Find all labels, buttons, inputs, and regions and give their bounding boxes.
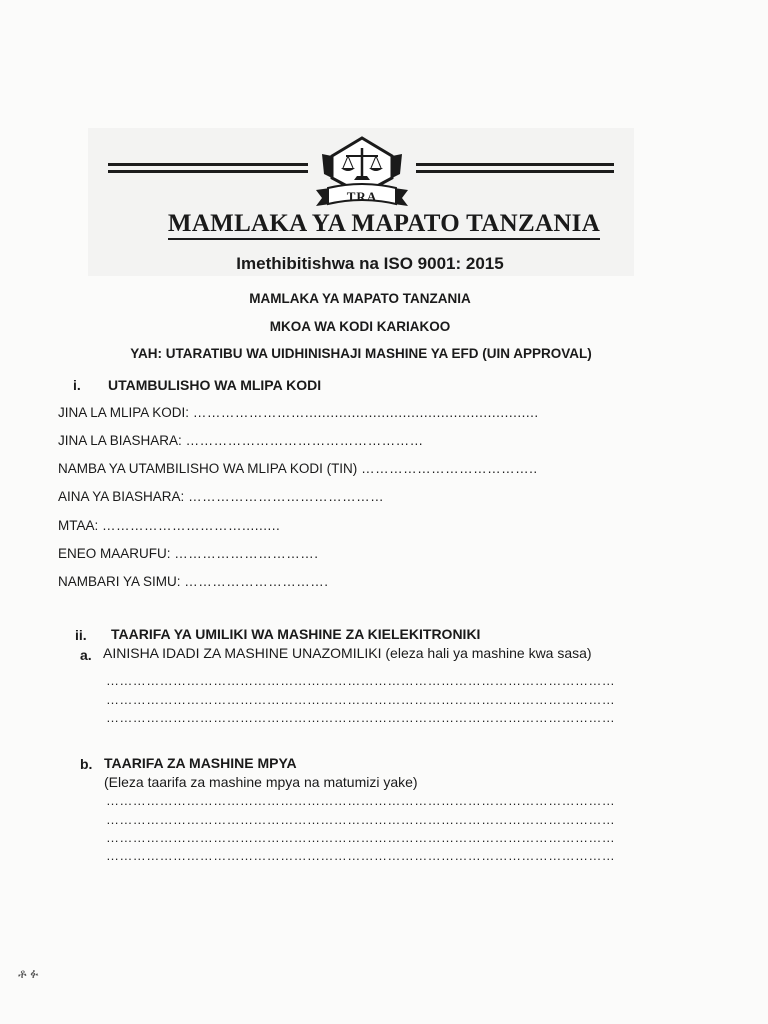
field-label: MTAA:	[58, 518, 99, 533]
subject-line: YAH: UTARATIBU WA UIDHINISHAJI MASHINE YA EFD (UIN APPROVAL)	[130, 346, 592, 361]
fill-line: ……………………………………………………………………………………………………	[106, 848, 616, 863]
fill-line: ……………………………………………………………………………………………………	[106, 812, 616, 827]
field-label: JINA LA MLIPA KODI:	[58, 405, 190, 420]
fill-line: ………………………….........	[102, 518, 281, 533]
item-b-title: TAARIFA ZA MASHINE MPYA	[104, 755, 297, 771]
field-taxpayer-name	[58, 405, 539, 420]
item-b-letter: b.	[80, 756, 93, 772]
field-business-name	[58, 433, 424, 448]
margin-mark: ቶ ፉ	[18, 966, 39, 981]
section-2-number: ii.	[75, 627, 87, 643]
field-tin	[58, 461, 538, 476]
field-label: JINA LA BIASHARA:	[58, 433, 182, 448]
tax-region: MKOA WA KODI KARIAKOO	[269, 319, 451, 334]
iso-certification: Imethibitishwa na ISO 9001: 2015	[236, 254, 504, 273]
field-street	[58, 518, 280, 533]
section-1-title: UTAMBULISHO WA MLIPA KODI	[108, 377, 322, 393]
field-label: AINA YA BIASHARA:	[58, 489, 185, 504]
organization-title: MAMLAKA YA MAPATO TANZANIA	[0, 210, 768, 238]
item-a-letter: a.	[80, 647, 92, 663]
field-phone-number	[58, 574, 329, 589]
field-label: ENEO MAARUFU:	[58, 546, 171, 561]
fill-line: ……………………………………………	[185, 433, 424, 448]
fill-line: ………………………………..	[361, 461, 538, 476]
fill-line: ……………………………………………………………………………………………………	[106, 692, 616, 707]
section-1-number: i.	[73, 377, 81, 393]
item-b-subtitle: (Eleza taarifa za mashine mpya na matumizi yake)	[104, 774, 418, 790]
field-label: NAMBARI YA SIMU:	[58, 574, 181, 589]
field-business-type	[58, 489, 384, 504]
fill-line: ……………………………………………………………………………………………………	[106, 710, 616, 725]
fill-line: …………………….......................................................	[192, 405, 539, 420]
left-header-rules	[108, 163, 308, 173]
section-2-title: TAARIFA YA UMILIKI WA MASHINE ZA KIELEKITRONIKI	[111, 626, 481, 642]
fill-line: ……………………………………………………………………………………………………	[106, 673, 616, 688]
fill-line: ……………………………………………………………………………………………………	[106, 793, 616, 808]
field-landmark	[58, 546, 319, 561]
field-label: NAMBA YA UTAMBILISHO WA MLIPA KODI (TIN)	[58, 461, 358, 476]
fill-line: ……………………………………	[188, 489, 385, 504]
fill-line: ………………………….	[184, 574, 329, 589]
fill-line: ………………………….	[174, 546, 319, 561]
item-a-text: AINISHA IDADI ZA MASHINE UNAZOMILIKI (eleza hali ya mashine kwa sasa)	[103, 645, 592, 661]
right-header-rules	[416, 163, 614, 173]
fill-line: ……………………………………………………………………………………………………	[106, 830, 616, 845]
authority-name: MAMLAKA YA MAPATO TANZANIA	[249, 291, 471, 306]
logo-banner-text: TRA	[346, 189, 378, 204]
